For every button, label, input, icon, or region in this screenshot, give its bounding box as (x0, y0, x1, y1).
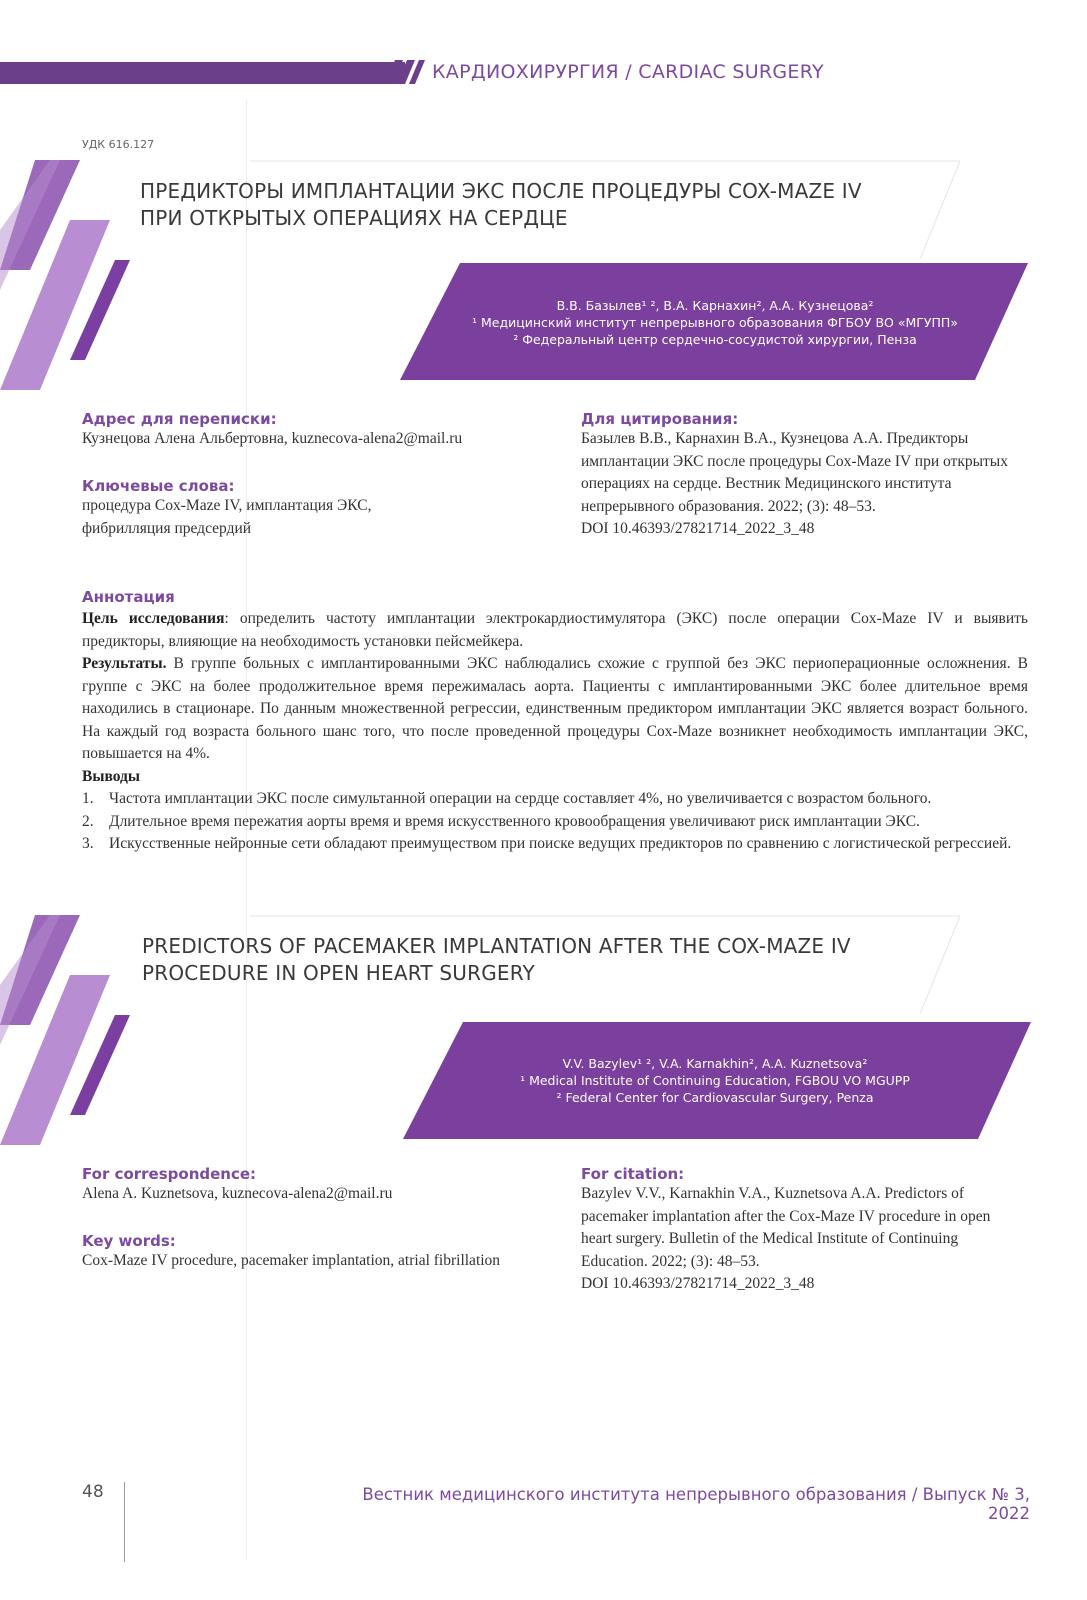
aim-text: : определить частоту имплантации электрокардиостимулятора (ЭКС) после операции Cox-Maze IV и выявить предикторы, влияющие на необходимость установки пейсмейкера. (82, 610, 1028, 650)
article-title-ru (140, 178, 940, 232)
correspondence-ru (82, 410, 532, 451)
authors-en: V.V. Bazylev¹ ², V.A. Karnakhin², A.A. Kuznetsova² (562, 1056, 868, 1071)
affiliation-ru-2: ² Федеральный центр сердечно-сосудистой хирургии, Пенза (513, 332, 917, 347)
citation-en (581, 1165, 1021, 1296)
corr-text-en: Alena A. Kuznetsova, kuznecova-alena2@mail.ru (82, 1185, 393, 1202)
header-slash-icon (375, 58, 427, 88)
kw-text-ru: процедура Cox-Maze IV, имплантация ЭКС, фибрилляция предсердий (82, 497, 372, 537)
affiliation-en-2: ² Federal Center for Cardiovascular Surgery, Penza (556, 1090, 874, 1105)
aim-label: Цель исследования (82, 610, 225, 627)
results-text: В группе больных с имплантированными ЭКС наблюдались схожие с группой без ЭКС периоперационные осложнения. В группе с ЭКС на более продолжительное время пережималась аорта. Пациенты с имплантированными ЭКС более длительное время находились в стационаре. По данным множественной регрессии, единственным предиктором имплантации ЭКС является возраст больного. На каждый год возраста больного шанс того, что после проведенной процедуры Cox-Maze возникнет необходимость имплантации ЭКС, повышается на 4%. (82, 655, 1028, 762)
annotation-label: Аннотация (82, 588, 175, 606)
decor-stripes-ru (0, 160, 140, 390)
cit-text-en: Bazylev V.V., Karnakhin V.A., Kuznetsova A.A. Predictors of pacemaker implantation after the Cox-Maze IV procedure in open heart surgery. Bulletin of the Medical Institute of Continuing Education. 2022; (3): 48–53. (581, 1185, 991, 1270)
conclusion-item: 3. Искусственные нейронные сети обладают преимуществом при поиске ведущих предикторов по сравнению с логистической регрессией. (82, 835, 1012, 852)
footer-divider (124, 1482, 125, 1562)
conclusion-item: 2. Длительное время пережатия аорты время и время искусственного кровообращения увеличивают риск имплантации ЭКС. (82, 812, 920, 830)
conclusions-list (82, 788, 1028, 856)
corr-text-ru: Кузнецова Алена Альбертовна, kuznecova-alena2@mail.ru (82, 430, 463, 447)
page-number: 48 (82, 1482, 104, 1502)
author-block-ru (455, 297, 975, 348)
keywords-ru (82, 477, 462, 540)
cit-label-en: For citation: (581, 1165, 685, 1183)
journal-footer: Вестник медицинского института непрерывного образования / Выпуск № 3, 2022 (362, 1485, 1030, 1523)
decor-stripes-en (0, 915, 140, 1145)
author-block-en (455, 1055, 975, 1106)
title-en-line2: PROCEDURE IN OPEN HEART SURGERY (142, 961, 535, 985)
cit-label-ru: Для цитирования: (581, 410, 739, 428)
affiliation-ru-1: ¹ Медицинский институт непрерывного образования ФГБОУ ВО «МГУПП» (472, 315, 958, 330)
header-bar (0, 62, 405, 84)
annotation-body (82, 608, 1028, 856)
results-paragraph (82, 653, 1028, 766)
aim-paragraph (82, 608, 1028, 653)
title-ru-line1: ПРЕДИКТОРЫ ИМПЛАНТАЦИИ ЭКС ПОСЛЕ ПРОЦЕДУРЫ COX-MAZE IV (140, 179, 862, 203)
section-title: КАРДИОХИРУРГИЯ / CARDIAC SURGERY (432, 61, 824, 83)
corr-label-ru: Адрес для переписки: (82, 410, 277, 428)
affiliation-en-1: ¹ Medical Institute of Continuing Education, FGBOU VO MGUPP (520, 1073, 910, 1088)
correspondence-en (82, 1165, 532, 1206)
cit-doi-en: DOI 10.46393/27821714_2022_3_48 (581, 1275, 815, 1292)
article-title-en (142, 933, 942, 987)
cit-text-ru: Базылев В.В., Карнахин В.А., Кузнецова А.А. Предикторы имплантации ЭКС после процедуры Cox-Maze IV при открытых операциях на сердце. Вестник Медицинского института непрерывного образования. 2022; (3): 48–53. (581, 430, 1008, 515)
authors-ru: В.В. Базылев¹ ², В.А. Карнахин², А.А. Кузнецова² (556, 298, 874, 313)
title-en-line1: PREDICTORS OF PACEMAKER IMPLANTATION AFTER THE COX-MAZE IV (142, 934, 851, 958)
corr-label-en: For correspondence: (82, 1165, 257, 1183)
udk-code: УДК 616.127 (82, 138, 155, 151)
kw-text-en: Cox-Maze IV procedure, pacemaker implantation, atrial fibrillation (82, 1252, 501, 1269)
results-label: Результаты. (82, 655, 167, 672)
conclusions-heading: Выводы (82, 767, 140, 785)
keywords-en (82, 1232, 502, 1273)
citation-ru (581, 410, 1021, 541)
cit-doi-ru: DOI 10.46393/27821714_2022_3_48 (581, 520, 815, 537)
kw-label-ru: Ключевые слова: (82, 477, 235, 495)
conclusion-item: 1. Частота имплантации ЭКС после симультанной операции на сердце составляет 4%, но увеличивается с возрастом больного. (82, 790, 932, 807)
title-ru-line2: ПРИ ОТКРЫТЫХ ОПЕРАЦИЯХ НА СЕРДЦЕ (140, 206, 568, 230)
kw-label-en: Key words: (82, 1232, 176, 1250)
